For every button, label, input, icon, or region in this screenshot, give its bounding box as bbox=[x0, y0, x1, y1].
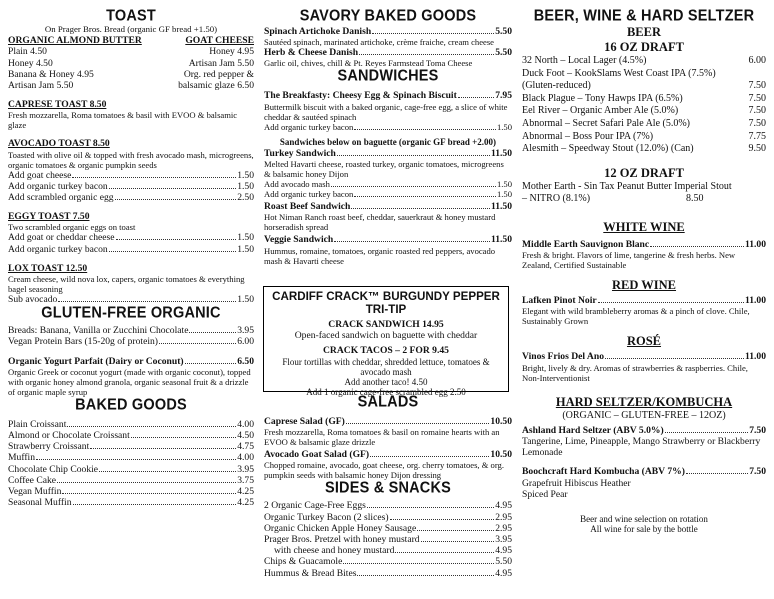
leader-dots bbox=[650, 246, 744, 247]
leader-dots bbox=[421, 541, 495, 542]
seltzer-heading: HARD SELTZER/KOMBUCHA bbox=[555, 394, 733, 409]
wine-desc: Fresh & bright. Flavors of lime, tangerine & fresh herbs. New Zealand, Certified Sustainable bbox=[522, 250, 736, 271]
item-price: 4.95 bbox=[495, 545, 512, 557]
menu-item-row bbox=[264, 416, 512, 427]
item-name: Avocado Goat Salad (GF) bbox=[264, 449, 370, 461]
leader-dots bbox=[334, 241, 490, 242]
pair-right: Artisan Jam 5.50 bbox=[188, 57, 254, 69]
leader-dots bbox=[115, 199, 237, 200]
menu-item-row bbox=[8, 464, 254, 475]
baked-goods-title: BAKED GOODS bbox=[75, 396, 187, 414]
addon-row bbox=[8, 192, 254, 203]
item-price: 3.75 bbox=[237, 474, 254, 486]
beer-price: 7.50 bbox=[748, 105, 766, 117]
crack-sandwich-title: CRACK SANDWICH 14.95 bbox=[328, 319, 444, 330]
addon-name: Add avocado mash bbox=[264, 179, 330, 190]
pair-left: Banana & Honey 4.95 bbox=[8, 68, 94, 80]
baked-goods-list bbox=[8, 419, 254, 509]
leader-dots bbox=[90, 448, 236, 449]
addon-name: Add organic turkey bacon bbox=[264, 121, 354, 132]
menu-item-row bbox=[8, 430, 254, 441]
beer-row bbox=[522, 55, 766, 68]
menu-item-row bbox=[264, 148, 512, 159]
item-name: Hummus & Bread Bites bbox=[264, 567, 357, 579]
beer-price: 7.50 bbox=[748, 92, 766, 104]
beer12-line2 bbox=[522, 193, 766, 206]
toast-pair-row bbox=[8, 80, 254, 91]
beer-price: 7.50 bbox=[748, 80, 766, 92]
addon-price: 1.50 bbox=[237, 294, 254, 306]
eggy-toast-desc: Two scrambled organic eggs on toast bbox=[8, 222, 136, 233]
beer-name: Black Plague – Tony Hawps IPA (6.5%) bbox=[522, 92, 683, 104]
pair-right: balsamic glaze 6.50 bbox=[178, 80, 254, 92]
avocado-toast-desc: Toasted with olive oil & topped with fresh avocado mash, microgreens, organic tomatoes & organic pumpkin seeds bbox=[8, 149, 254, 170]
item-price: 5.50 bbox=[495, 26, 512, 37]
beer-heading: BEER bbox=[626, 25, 662, 39]
addon-row bbox=[8, 170, 254, 181]
menu-item-row bbox=[264, 568, 512, 579]
salads-title: SALADS bbox=[357, 393, 419, 411]
addon-row bbox=[264, 179, 512, 189]
seltzer-row bbox=[522, 425, 766, 436]
leader-dots bbox=[354, 196, 496, 197]
crack-tacos-desc: Flour tortillas with cheddar, shredded lettuce, tomatoes & avocado mash bbox=[282, 356, 490, 377]
pair-left: Plain 4.50 bbox=[8, 46, 47, 58]
item-desc: Buttermilk biscuit with a baked organic, cage-free egg, a slice of white cheddar & sautéed spinach bbox=[264, 101, 508, 122]
wine-row bbox=[522, 351, 766, 362]
kombucha-name: Boochcraft Hard Kombucha (ABV 7%) bbox=[522, 466, 685, 478]
addon-name: Add organic turkey bacon bbox=[8, 180, 108, 192]
leader-dots bbox=[58, 301, 236, 302]
leader-dots bbox=[346, 423, 490, 424]
addon-price: 1.50 bbox=[496, 121, 512, 132]
menu-item-row bbox=[264, 556, 512, 567]
leader-dots bbox=[331, 186, 496, 187]
addon-price: 1.50 bbox=[496, 189, 512, 200]
addon-price: 1.50 bbox=[496, 179, 512, 190]
footer-note-2: All wine for sale by the bottle bbox=[590, 523, 698, 534]
sides-list bbox=[264, 500, 512, 578]
item-price: 11.50 bbox=[490, 234, 512, 246]
menu-item-row bbox=[264, 523, 512, 534]
kombucha-row bbox=[522, 466, 766, 477]
addon-row bbox=[8, 181, 254, 192]
leader-dots bbox=[73, 504, 237, 505]
item-desc: Fresh mozzarella, Roma tomatoes & basil on romaine hearts with an EVOO & balsamic glaze drizzle bbox=[264, 427, 500, 448]
item-price: 4.75 bbox=[237, 441, 254, 453]
addon-row bbox=[8, 244, 254, 255]
goat-cheese-heading: GOAT CHEESE bbox=[185, 35, 254, 47]
menu-item-row bbox=[264, 500, 512, 511]
toast-pair-row bbox=[8, 58, 254, 69]
beer-row bbox=[522, 68, 766, 81]
addon-name: Add goat cheese bbox=[8, 169, 72, 181]
item-price: 4.25 bbox=[237, 486, 254, 498]
beer-price: 7.50 bbox=[748, 117, 766, 129]
leader-dots bbox=[598, 302, 744, 303]
beer-price: 9.50 bbox=[748, 143, 766, 155]
menu-item-row bbox=[8, 419, 254, 430]
left-column bbox=[8, 0, 254, 508]
item-price: 4.95 bbox=[495, 500, 512, 512]
pair-right: Honey 4.95 bbox=[209, 46, 254, 58]
kombucha-price: 7.50 bbox=[749, 466, 766, 478]
menu-item-row bbox=[264, 47, 512, 58]
leader-dots bbox=[665, 432, 749, 433]
beer-name: Abnormal – Boss Pour IPA (7%) bbox=[522, 130, 654, 142]
item-name: Turkey Sandwich bbox=[264, 148, 336, 160]
lox-toast-title: LOX TOAST 12.50 bbox=[8, 262, 88, 274]
leader-dots bbox=[354, 129, 496, 130]
leader-dots bbox=[372, 33, 494, 34]
item-desc: Sautéed spinach, marinated artichoke, crème fraiche, cream cheese bbox=[264, 37, 494, 48]
draft16-heading: 16 OZ DRAFT bbox=[604, 40, 684, 54]
item-desc: Hummus, romaine, tomatoes, organic roasted red peppers, avocado mash & Havarti cheese bbox=[264, 245, 496, 266]
toast-pair-row bbox=[8, 69, 254, 80]
seltzer-desc: Tangerine, Lime, Pineapple, Mango Strawberry or Blackberry Lemonade bbox=[522, 435, 761, 459]
menu-item-row bbox=[264, 234, 512, 245]
beer-row bbox=[522, 131, 766, 144]
crack-special-box bbox=[263, 286, 509, 397]
item-name: Vegan Muffin bbox=[8, 486, 62, 498]
item-name: Coffee Cake bbox=[8, 474, 57, 486]
addon-name: Add goat or cheddar cheese bbox=[8, 232, 115, 244]
item-price: 6.50 bbox=[237, 355, 254, 367]
wine-desc: Elegant with wild brambleberry aromas & a pinch of clove. Chile, Sustainably Grown bbox=[522, 306, 750, 327]
item-name: The Breakfasty: Cheesy Egg & Spinach Biscuit bbox=[264, 90, 457, 102]
baguette-note: Sandwiches below on baguette (organic GF bread +2.00) bbox=[279, 136, 497, 147]
parfait-row bbox=[8, 356, 254, 367]
beer-name: Abnormal – Secret Safari Pale Ale (5.0%) bbox=[522, 117, 691, 129]
leader-dots bbox=[109, 188, 236, 189]
beer-row bbox=[522, 118, 766, 131]
wine-row bbox=[522, 239, 766, 250]
item-price: 10.50 bbox=[490, 449, 512, 461]
kombucha-flavor: Spiced Pear bbox=[522, 488, 568, 500]
bread-note: On Prager Bros. Bread (organic GF bread +1.50) bbox=[44, 24, 218, 34]
leader-dots bbox=[370, 456, 489, 457]
beer-price: 7.75 bbox=[748, 130, 766, 142]
savory-title: SAVORY BAKED GOODS bbox=[299, 7, 477, 25]
menu-item-row bbox=[8, 325, 254, 336]
leader-dots bbox=[605, 358, 744, 359]
beer-name: Duck Foot – KookSlams West Coast IPA (7.5%) bbox=[522, 67, 716, 79]
item-price: 3.95 bbox=[237, 325, 254, 337]
beer12-line1: Mother Earth - Sin Tax Peanut Butter Imperial Stout bbox=[522, 180, 732, 192]
taco-addon: Add another taco! 4.50 bbox=[344, 376, 428, 387]
item-name: Spinach Artichoke Danish bbox=[264, 26, 372, 37]
item-name: Prager Bros. Pretzel with honey mustard bbox=[264, 534, 420, 546]
addon-price: 1.50 bbox=[237, 232, 254, 244]
addon-price: 2.50 bbox=[237, 192, 254, 204]
item-price: 4.95 bbox=[495, 567, 512, 579]
menu-item-row bbox=[8, 486, 254, 497]
item-name: Organic Chicken Apple Honey Sausage bbox=[264, 522, 417, 534]
item-price: 7.95 bbox=[495, 90, 512, 102]
item-price: 4.00 bbox=[237, 452, 254, 464]
leader-dots bbox=[189, 332, 236, 333]
item-price: 2.95 bbox=[495, 511, 512, 523]
menu-item-row bbox=[8, 497, 254, 508]
almond-butter-heading: ORGANIC ALMOND BUTTER bbox=[8, 35, 142, 47]
item-price: 10.50 bbox=[490, 416, 512, 427]
menu-item-row bbox=[264, 449, 512, 460]
leader-dots bbox=[367, 507, 494, 508]
leader-dots bbox=[686, 473, 748, 474]
crack-title: CARDIFF CRACK™ BURGUNDY PEPPER TRI-TIP bbox=[272, 290, 500, 316]
seltzer-name: Ashland Hard Seltzer (ABV 5.0%) bbox=[522, 424, 664, 436]
item-name: Vegan Protein Bars (15-20g of protein) bbox=[8, 336, 159, 348]
beer-row bbox=[522, 143, 766, 156]
caprese-toast-desc: Fresh mozzarella, Roma tomatoes & basil with EVOO & balsamic glaze bbox=[8, 110, 238, 131]
right-column bbox=[522, 0, 766, 534]
pair-right: Org. red pepper & bbox=[183, 68, 254, 80]
pair-left: Honey 4.50 bbox=[8, 57, 53, 69]
addon-name: Add organic turkey bacon bbox=[264, 189, 354, 200]
menu-item-row bbox=[264, 545, 512, 556]
avocado-toast-title: AVOCADO TOAST 8.50 bbox=[8, 138, 110, 150]
item-price: 4.50 bbox=[237, 430, 254, 442]
item-price: 11.50 bbox=[490, 148, 512, 160]
menu-item-row bbox=[264, 90, 512, 101]
item-name: Seasonal Muffin bbox=[8, 497, 72, 509]
leader-dots bbox=[357, 575, 494, 576]
addon-price: 1.50 bbox=[237, 169, 254, 181]
toast-spread-headings bbox=[8, 35, 254, 46]
item-name: Herb & Cheese Danish bbox=[264, 47, 359, 59]
addon-price: 1.50 bbox=[237, 180, 254, 192]
item-price: 3.95 bbox=[237, 463, 254, 475]
menu-item-row bbox=[264, 534, 512, 545]
leader-dots bbox=[72, 177, 236, 178]
red-wine-heading: RED WINE bbox=[611, 278, 677, 293]
leader-dots bbox=[390, 519, 495, 520]
item-name: Roast Beef Sandwich bbox=[264, 201, 351, 213]
menu-item-row bbox=[8, 475, 254, 486]
leader-dots bbox=[57, 482, 236, 483]
footer-note-1: Beer and wine selection on rotation bbox=[580, 513, 708, 524]
kombucha-flavor: Grapefruit Hibiscus Heather bbox=[522, 477, 631, 489]
menu-item-row bbox=[8, 452, 254, 463]
wine-name: Lafken Pinot Noir bbox=[522, 295, 597, 307]
toast-pair-row bbox=[8, 46, 254, 57]
wine-row bbox=[522, 295, 766, 306]
item-desc: Chopped romaine, avocado, goat cheese, org. cherry tomatoes, & org. pumpkin seeds with balsamic honey Dijon dressing bbox=[264, 460, 504, 481]
leader-dots bbox=[458, 97, 494, 98]
menu-item-row bbox=[264, 512, 512, 523]
sides-title: SIDES & SNACKS bbox=[324, 479, 452, 498]
leader-dots bbox=[337, 155, 490, 156]
beer-row bbox=[522, 105, 766, 118]
leader-dots bbox=[395, 552, 494, 553]
leader-dots bbox=[417, 530, 494, 531]
middle-column-lower bbox=[264, 394, 512, 579]
rose-heading: ROSÉ bbox=[626, 334, 662, 349]
caprese-toast-title: CAPRESE TOAST 8.50 bbox=[8, 99, 107, 111]
eggy-toast-title: EGGY TOAST 7.50 bbox=[8, 211, 90, 223]
beer-name: 32 North – Local Lager (4.5%) bbox=[522, 55, 647, 66]
item-name: Breads: Banana, Vanilla or Zucchini Chocolate bbox=[8, 325, 189, 337]
leader-dots bbox=[359, 54, 494, 55]
item-desc: Hot Niman Ranch roast beef, cheddar, sauerkraut & honey mustard horseradish spread bbox=[264, 212, 496, 233]
crack-sandwich-desc: Open-faced sandwich on baguette with cheddar bbox=[294, 330, 478, 342]
item-name: Muffin bbox=[8, 452, 36, 464]
wine-price: 11.00 bbox=[744, 238, 766, 250]
beer-price: 6.00 bbox=[748, 55, 766, 66]
item-name: Chocolate Chip Cookie bbox=[8, 463, 99, 475]
seltzer-price: 7.50 bbox=[749, 424, 766, 436]
toast-title: TOAST bbox=[106, 7, 156, 25]
beer12-price: 8.50 bbox=[686, 193, 704, 205]
wine-name: Middle Earth Sauvignon Blanc bbox=[522, 238, 650, 250]
white-wine-heading: WHITE WINE bbox=[603, 219, 685, 234]
beer12-name: – NITRO (8.1%) bbox=[522, 193, 591, 205]
gluten-free-title: GLUTEN-FREE ORGANIC bbox=[41, 304, 221, 322]
leader-dots bbox=[99, 471, 236, 472]
addon-row bbox=[8, 232, 254, 243]
item-price: 5.50 bbox=[495, 556, 512, 568]
item-desc: Melted Havarti cheese, roasted turkey, organic tomatoes, microgreens & balsamic honey Dijon bbox=[264, 159, 504, 180]
leader-dots bbox=[116, 239, 237, 240]
item-name: Strawberry Croissant bbox=[8, 441, 90, 453]
addon-row bbox=[264, 189, 512, 199]
item-name: Organic Turkey Bacon (2 slices) bbox=[264, 511, 389, 523]
pair-left: Artisan Jam 5.50 bbox=[8, 80, 74, 92]
wine-desc: Bright, lively & dry. Aromas of strawberries & raspberries. Chile, Non-Interventionist bbox=[522, 362, 748, 383]
addon-name: Add scrambled organic egg bbox=[8, 192, 114, 204]
leader-dots bbox=[343, 563, 494, 564]
middle-column bbox=[264, 0, 512, 266]
item-price: 6.00 bbox=[237, 336, 254, 348]
item-name: Caprese Salad (GF) bbox=[264, 416, 345, 427]
crack-tacos-title: CRACK TACOS – 2 FOR 9.45 bbox=[323, 345, 449, 357]
leader-dots bbox=[36, 459, 236, 460]
item-price: 5.50 bbox=[495, 47, 512, 59]
item-price: 4.00 bbox=[237, 418, 254, 430]
item-name: with cheese and honey mustard bbox=[274, 545, 395, 557]
item-price: 4.25 bbox=[237, 497, 254, 509]
menu-item-row bbox=[264, 201, 512, 212]
beer-name: Alesmith – Speedway Stout (12.0%) (Can) bbox=[522, 143, 694, 155]
beer-wine-title: BEER, WINE & HARD SELTZER bbox=[533, 7, 755, 25]
item-price: 3.95 bbox=[495, 534, 512, 546]
leader-dots bbox=[109, 251, 236, 252]
lox-toast-desc: Cream cheese, wild nova lox, capers, organic tomatoes & everything bagel seasoning bbox=[8, 274, 245, 295]
item-name: Organic Yogurt Parfait (Dairy or Coconut) bbox=[8, 355, 184, 367]
seltzer-subheading: (ORGANIC – GLUTEN-FREE – 12OZ) bbox=[562, 409, 726, 421]
item-desc: Garlic oil, chives, chill & Pt. Reyes Farmstead Toma Cheese bbox=[264, 58, 473, 69]
beer-name: Eel River – Organic Amber Ale (5.0%) bbox=[522, 105, 679, 117]
leader-dots bbox=[351, 208, 490, 209]
item-name: Almond or Chocolate Croissant bbox=[8, 430, 130, 442]
menu-item-row bbox=[8, 336, 254, 347]
beer-name: (Gluten-reduced) bbox=[522, 80, 591, 92]
leader-dots bbox=[159, 343, 236, 344]
leader-dots bbox=[62, 493, 236, 494]
addon-price: 1.50 bbox=[237, 243, 254, 255]
leader-dots bbox=[185, 363, 237, 364]
item-price: 11.50 bbox=[490, 201, 512, 213]
egg-addon: Add 1 organic cage-free scrambled egg 2.50 bbox=[306, 386, 466, 397]
wine-name: Vinos Frios Del Ano bbox=[522, 351, 604, 363]
wine-price: 11.00 bbox=[744, 351, 766, 363]
menu-item-row bbox=[264, 26, 512, 37]
beer-row bbox=[522, 93, 766, 106]
menu-item-row bbox=[8, 441, 254, 452]
addon-name: Sub avocado bbox=[8, 294, 58, 306]
item-name: Plain Croissant bbox=[8, 418, 67, 430]
item-name: Chips & Guacamole bbox=[264, 556, 343, 568]
item-name: 2 Organic Cage-Free Eggs bbox=[264, 500, 366, 512]
wine-price: 11.00 bbox=[744, 295, 766, 307]
addon-name: Add organic turkey bacon bbox=[8, 243, 108, 255]
sandwiches-title: SANDWICHES bbox=[337, 67, 439, 86]
leader-dots bbox=[131, 437, 236, 438]
draft12-heading: 12 OZ DRAFT bbox=[604, 165, 684, 180]
parfait-desc: Organic Greek or coconut yogurt (made with organic coconut), topped with organic honey almond granola, organic seasonal fruit & a drizzle of organic maple syrup bbox=[8, 366, 251, 397]
item-name: Veggie Sandwich bbox=[264, 234, 334, 246]
addon-row bbox=[264, 122, 512, 133]
item-price: 2.95 bbox=[495, 522, 512, 534]
leader-dots bbox=[67, 426, 236, 427]
beer-row bbox=[522, 80, 766, 93]
